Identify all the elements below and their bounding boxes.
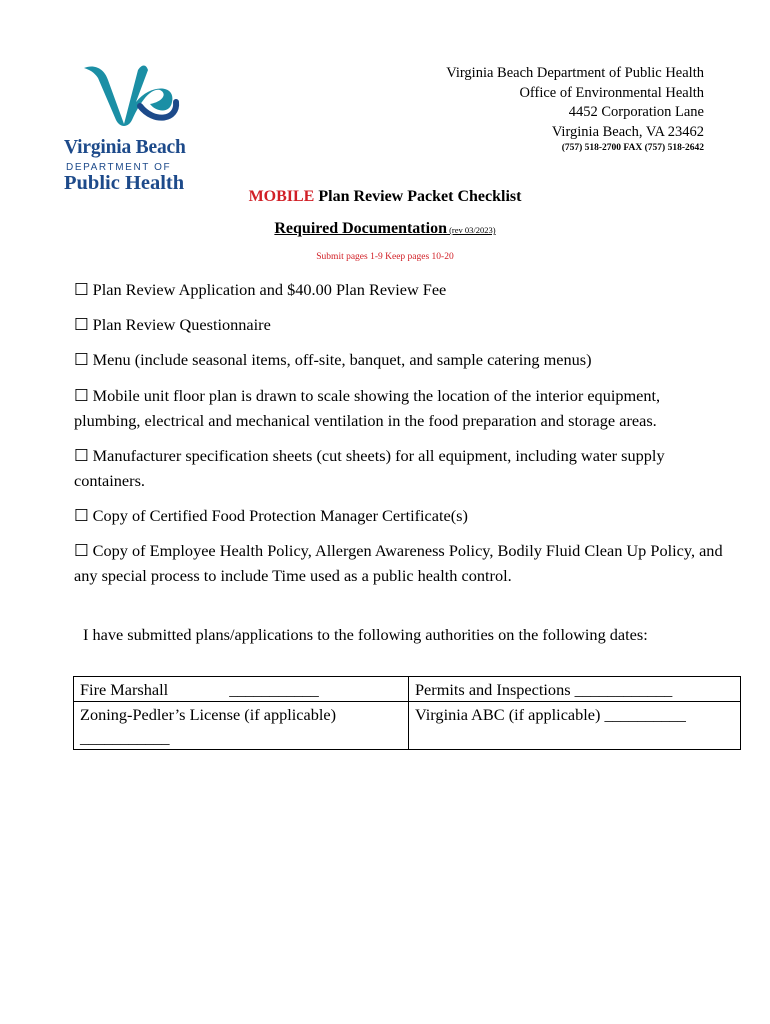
authorities-table <box>73 676 741 750</box>
abc-label: Virginia ABC (if applicable) __________ <box>415 705 686 724</box>
checklist-item[interactable]: ☐ Menu (include seasonal items, off-site, banquet, and sample catering menus) <box>74 350 592 369</box>
logo-line-1: Virginia Beach <box>64 137 186 158</box>
revision-date: (rev 03/2023) <box>446 225 496 235</box>
page-title <box>0 188 770 206</box>
subtitle-main: Required Documentation <box>274 220 447 237</box>
subtitle <box>0 220 770 238</box>
vbdph-logo <box>60 62 200 197</box>
permits-cell[interactable] <box>409 677 741 702</box>
checklist-item[interactable]: ☐ Mobile unit floor plan is drawn to scale showing the location of the interior equipment, plumbing, electrical and mechanical ventilation in the food preparation and storage areas. <box>74 386 661 430</box>
fire-marshall-label: Fire Marshall ___________ <box>80 680 319 699</box>
address-block <box>446 64 704 154</box>
logo-line-3: Public Health <box>64 172 185 194</box>
abc-cell[interactable] <box>409 702 741 750</box>
vb-monogram-icon <box>80 62 180 134</box>
submit-note: Submit pages 1-9 Keep pages 10-20 <box>316 252 454 262</box>
address-line-3: 4452 Corporation Lane <box>568 104 704 120</box>
phone-fax: (757) 518-2700 FAX (757) 518-2642 <box>561 143 704 153</box>
permits-label: Permits and Inspections ____________ <box>415 680 673 699</box>
address-line-2: Office of Environmental Health <box>519 84 704 101</box>
title-mobile: MOBILE <box>248 188 315 205</box>
address-line-4: Virginia Beach, VA 23462 <box>551 123 704 140</box>
zoning-label: Zoning-Pedler’s License (if applicable) <box>80 705 337 724</box>
checklist-item[interactable]: ☐ Plan Review Questionnaire <box>74 315 271 334</box>
checklist-item[interactable]: ☐ Copy of Certified Food Protection Manager Certificate(s) <box>74 506 468 525</box>
checklist-item[interactable]: ☐ Plan Review Application and $40.00 Plan Review Fee <box>74 280 447 299</box>
submission-statement: I have submitted plans/applications to the following authorities on the following dates: <box>83 625 648 644</box>
checklist-item[interactable]: ☐ Copy of Employee Health Policy, Allergen Awareness Policy, Bodily Fluid Clean Up Policy, and any special process to include Time used as a public health control. <box>74 541 723 585</box>
logo-line-2: DEPARTMENT OF <box>66 162 172 173</box>
checklist-item[interactable]: ☐ Manufacturer specification sheets (cut sheets) for all equipment, including water supply containers. <box>74 446 665 490</box>
address-line-1: Virginia Beach Department of Public Health <box>446 65 704 81</box>
zoning-cell[interactable] <box>74 702 409 750</box>
title-rest: Plan Review Packet Checklist <box>314 188 522 205</box>
zoning-blank: ___________ <box>80 728 170 747</box>
fire-marshall-cell[interactable] <box>74 677 409 702</box>
